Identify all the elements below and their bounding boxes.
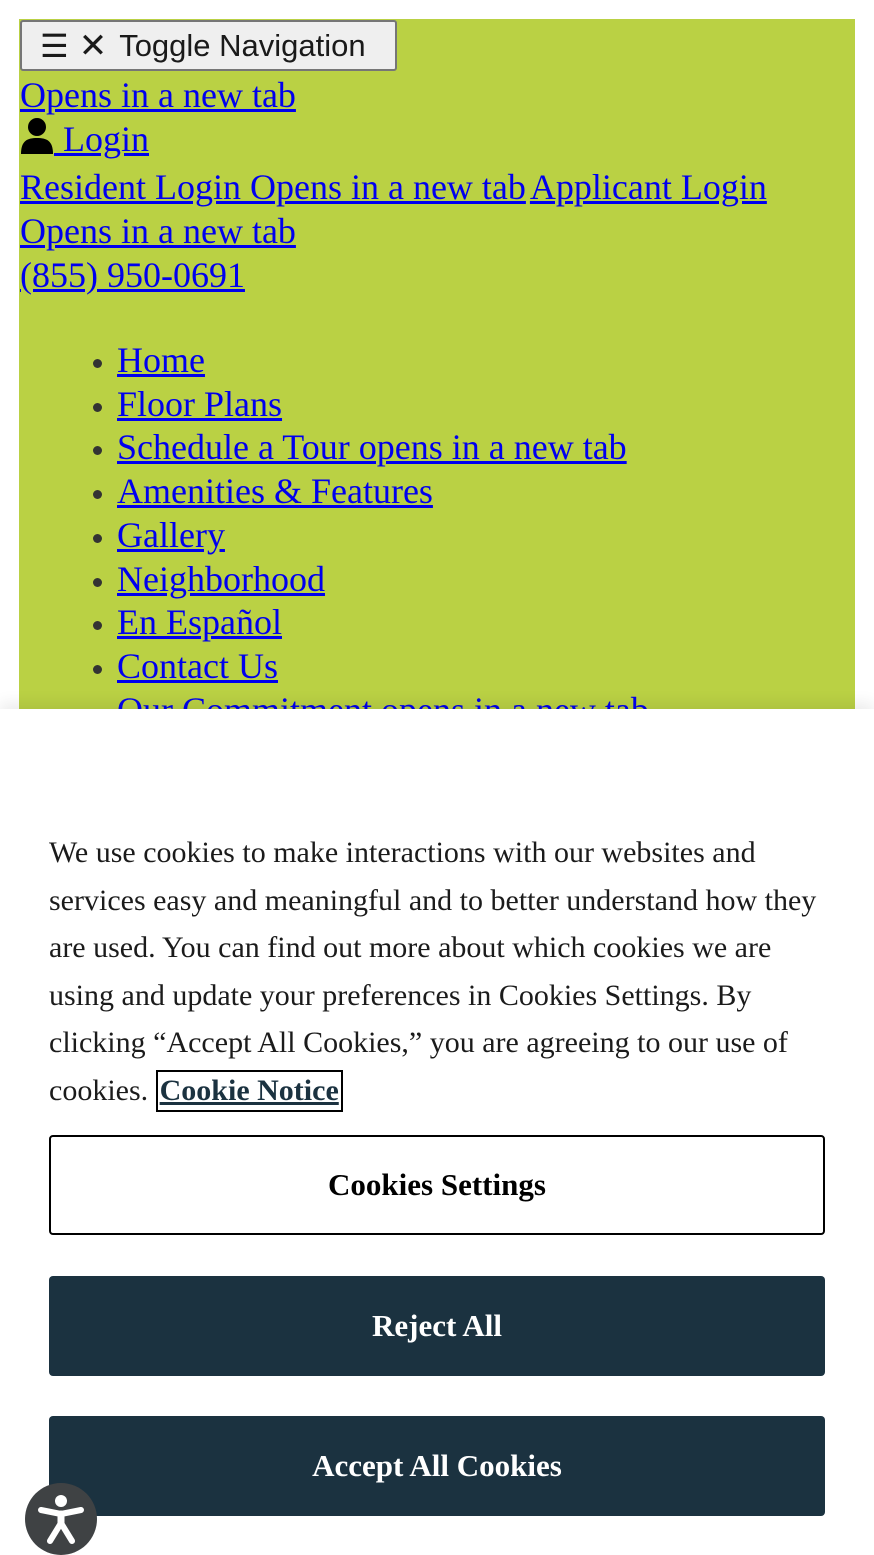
- cookie-banner-text: [49, 829, 839, 1114]
- login-link[interactable]: [20, 119, 149, 159]
- nav-item-home: [117, 339, 649, 383]
- opens-new-tab-link[interactable]: Opens in a new tab: [20, 75, 296, 115]
- cookie-policy-text: We use cookies to make interactions with our websites and services easy and meaningful and to better understand how they are used. You can find out more about which cookies we are using and update your preferences in Cookies Settings. By clicking “Accept All Cookies,” you are agreeing to our use of cookies.: [49, 836, 817, 1107]
- accept-all-cookies-button[interactable]: Accept All Cookies: [49, 1416, 825, 1516]
- nav-link-amenities[interactable]: Amenities & Features: [117, 471, 433, 512]
- reject-all-button[interactable]: Reject All: [49, 1276, 825, 1376]
- nav-link-neighborhood[interactable]: Neighborhood: [117, 558, 325, 599]
- nav-item-espanol: [117, 601, 649, 645]
- accessibility-icon: [38, 1494, 84, 1544]
- cookies-settings-button[interactable]: Cookies Settings: [49, 1135, 825, 1235]
- nav-link-contact[interactable]: Contact Us: [117, 645, 278, 686]
- nav-link-gallery[interactable]: Gallery: [117, 514, 225, 555]
- site-header: [19, 19, 855, 709]
- nav-link-home[interactable]: Home: [117, 340, 205, 380]
- nav-link-espanol[interactable]: En Español: [117, 602, 282, 643]
- nav-item-schedule-tour: [117, 426, 649, 470]
- nav-link-floor-plans[interactable]: Floor Plans: [117, 383, 283, 424]
- nav-item-gallery: [117, 514, 649, 558]
- resident-login-link[interactable]: Resident Login Opens in a new tab: [20, 167, 526, 207]
- main-nav: [19, 339, 649, 732]
- close-icon: ✕: [78, 26, 108, 65]
- user-icon: [20, 117, 54, 155]
- nav-item-contact: [117, 645, 649, 689]
- phone-link[interactable]: (855) 950-0691: [20, 255, 245, 295]
- nav-link-schedule-tour[interactable]: Schedule a Tour opens in a new tab: [117, 427, 627, 468]
- nav-item-amenities: [117, 470, 649, 514]
- applicant-login-new-tab-link[interactable]: Opens in a new tab: [20, 211, 296, 251]
- login-label: Login: [54, 119, 149, 159]
- cookie-banner: [0, 709, 874, 1555]
- nav-item-floor-plans: [117, 383, 649, 427]
- accessibility-button[interactable]: [25, 1483, 97, 1555]
- toggle-navigation-button[interactable]: [20, 20, 397, 71]
- applicant-login-link[interactable]: Applicant Login: [529, 167, 767, 207]
- nav-item-neighborhood: [117, 558, 649, 602]
- toggle-navigation-label: Toggle Navigation: [119, 27, 366, 63]
- cookie-notice-link[interactable]: Cookie Notice: [156, 1070, 343, 1112]
- hamburger-icon: ☰: [40, 27, 69, 64]
